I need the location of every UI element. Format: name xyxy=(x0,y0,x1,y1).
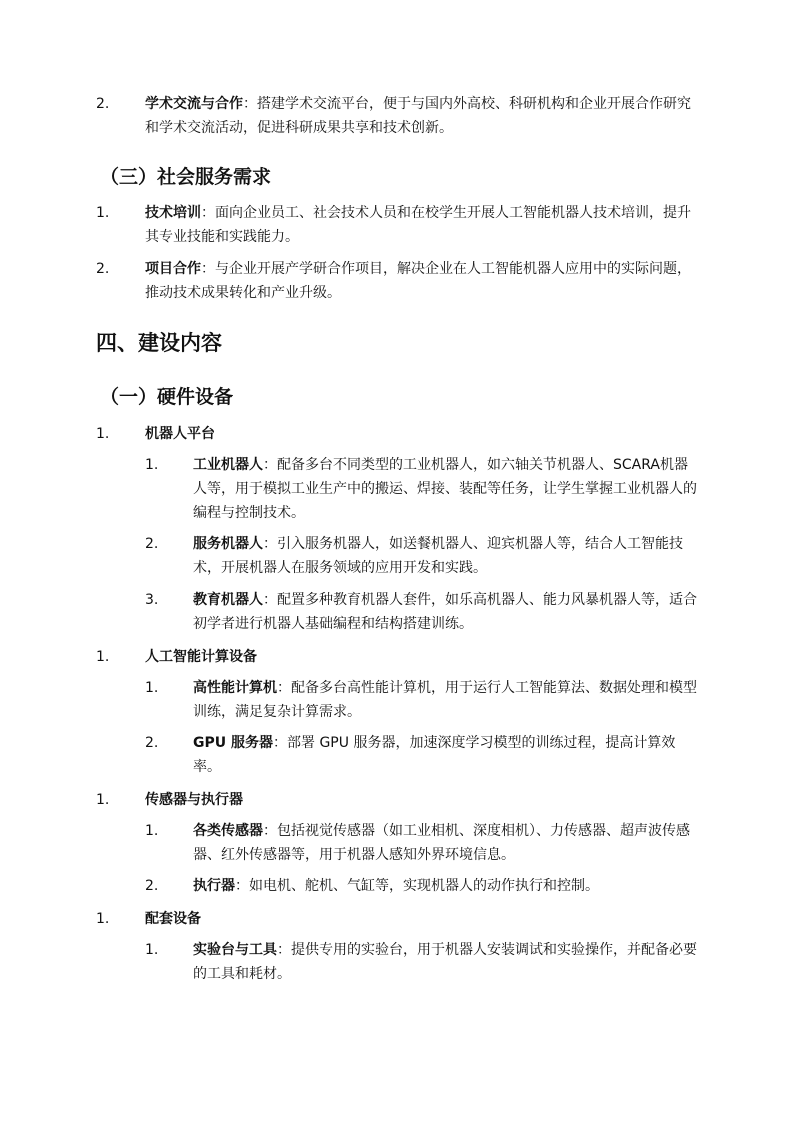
list-item-text: 搭建学术交流平台，便于与国内外高校、科研机构和企业开展合作研究和学术交流活动，促进科研成果共享和技术创新。 xyxy=(145,96,691,136)
list-number: 1. xyxy=(145,680,159,696)
list-item-term: 教育机器人 xyxy=(193,592,263,608)
list-number: 2. xyxy=(145,735,159,751)
list-number: 2. xyxy=(145,536,159,552)
term-separator: ： xyxy=(243,96,257,112)
list-item-text: 配备多台不同类型的工业机器人，如六轴关节机器人、SCARA机器人等，用于模拟工业生产中的搬运、焊接、装配等任务，让学生掌握工业机器人的编程与控制技术。 xyxy=(193,457,697,521)
list-item-body xyxy=(193,874,700,898)
section-heading-social-service: （三）社会服务需求 xyxy=(100,166,272,188)
list-item-text: 面向企业员工、社会技术人员和在校学生开展人工智能机器人技术培训，提升其专业技能和实践能力。 xyxy=(145,205,691,245)
list-number: 2. xyxy=(96,96,110,112)
list-item-body xyxy=(145,257,700,305)
list-item-body xyxy=(193,676,700,724)
list-item-term: 高性能计算机 xyxy=(193,680,277,696)
term-separator: ： xyxy=(201,261,215,277)
list-item-body xyxy=(193,731,700,779)
list-number: 1. xyxy=(96,792,110,808)
list-item-term: 技术培训 xyxy=(145,205,201,221)
list-item-body xyxy=(193,453,700,525)
list-group-title: 机器人平台 xyxy=(145,426,215,442)
list-number: 1. xyxy=(96,426,110,442)
list-group-title: 配套设备 xyxy=(145,911,201,927)
term-separator: ： xyxy=(277,680,291,696)
list-group-title: 人工智能计算设备 xyxy=(145,649,257,665)
list-item-term: 工业机器人 xyxy=(193,457,263,473)
list-item-body xyxy=(145,201,700,249)
term-separator: ： xyxy=(235,878,249,894)
list-item-body xyxy=(193,588,700,636)
term-separator: ： xyxy=(263,536,277,552)
list-number: 1. xyxy=(145,823,159,839)
list-item-term: 实验台与工具 xyxy=(193,942,277,958)
list-item-body xyxy=(193,938,700,986)
list-number: 2. xyxy=(145,878,159,894)
term-separator: ： xyxy=(277,942,291,958)
term-separator: ： xyxy=(263,457,277,473)
term-separator: ： xyxy=(263,592,277,608)
list-group-title: 传感器与执行器 xyxy=(145,792,243,808)
section-heading-hardware: （一）硬件设备 xyxy=(100,386,234,408)
list-item-term: 学术交流与合作 xyxy=(145,96,243,112)
list-item-text: 配备多台高性能计算机，用于运行人工智能算法、数据处理和模型训练，满足复杂计算需求。 xyxy=(193,680,697,720)
list-number: 3. xyxy=(145,592,159,608)
list-item-body xyxy=(193,532,700,580)
term-separator: ： xyxy=(273,735,287,751)
list-item-text: 包括视觉传感器（如工业相机、深度相机）、力传感器、超声波传感器、红外传感器等，用于机器人感知外界环境信息。 xyxy=(193,823,690,863)
list-item-body xyxy=(193,819,700,867)
list-item-text: 如电机、舵机、气缸等，实现机器人的动作执行和控制。 xyxy=(249,878,599,894)
term-separator: ： xyxy=(263,823,277,839)
list-item-text: 引入服务机器人，如送餐机器人、迎宾机器人等，结合人工智能技术，开展机器人在服务领域的应用开发和实践。 xyxy=(193,536,683,576)
list-number: 2. xyxy=(96,261,110,277)
list-item-term: 服务机器人 xyxy=(193,536,263,552)
list-item-text: 与企业开展产学研合作项目，解决企业在人工智能机器人应用中的实际问题，推动技术成果转化和产业升级。 xyxy=(145,261,691,301)
list-item-term: 项目合作 xyxy=(145,261,201,277)
list-item-text: 配置多种教育机器人套件，如乐高机器人、能力风暴机器人等，适合初学者进行机器人基础编程和结构搭建训练。 xyxy=(193,592,697,632)
list-item-term: 各类传感器 xyxy=(193,823,263,839)
term-separator: ： xyxy=(201,205,215,221)
list-item-body xyxy=(145,92,700,140)
list-item-text: 部署 GPU 服务器，加速深度学习模型的训练过程，提高计算效率。 xyxy=(193,735,676,775)
list-number: 1. xyxy=(96,649,110,665)
list-number: 1. xyxy=(96,205,110,221)
chapter-heading-construction: 四、建设内容 xyxy=(96,331,222,355)
list-item-term: 执行器 xyxy=(193,878,235,894)
list-number: 1. xyxy=(96,911,110,927)
list-item-text: 提供专用的实验台，用于机器人安装调试和实验操作，并配备必要的工具和耗材。 xyxy=(193,942,697,982)
list-item-term: GPU 服务器 xyxy=(193,735,273,751)
list-number: 1. xyxy=(145,942,159,958)
list-number: 1. xyxy=(145,457,159,473)
